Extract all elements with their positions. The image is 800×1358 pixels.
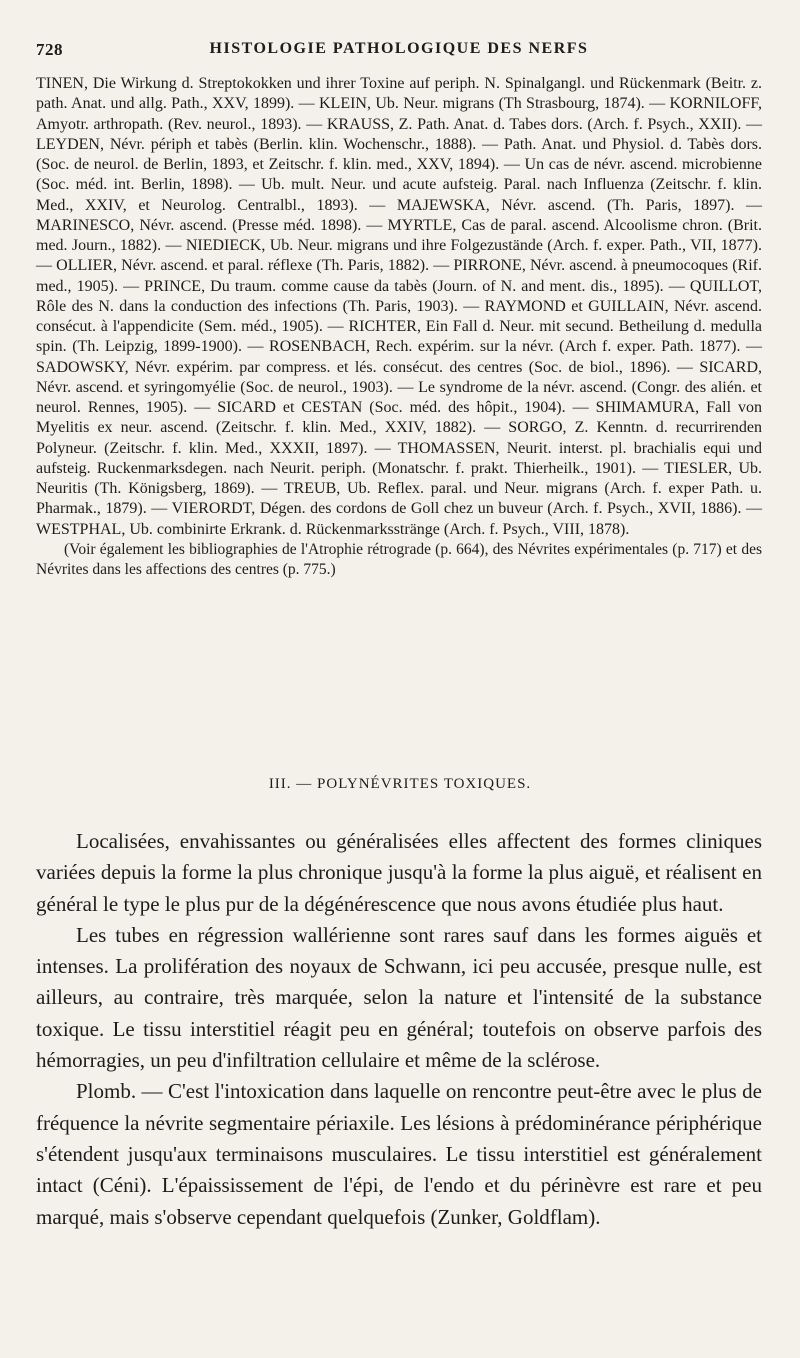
running-title: HISTOLOGIE PATHOLOGIQUE DES NERFS (209, 40, 589, 57)
paragraph: Localisées, envahissantes ou généralisées elles affectent des formes cliniques variées depuis la forme la plus chronique jusqu'à la forme la plus aiguë, et réalisent en général le type le plus pur de la dégénérescence que nous avons étudiée plus haut. (36, 829, 762, 916)
page-number: 728 (36, 40, 63, 59)
section-heading: III. — POLYNÉVRITES TOXIQUES. (268, 776, 532, 792)
bibliography (36, 74, 762, 580)
paragraph: Plomb. — C'est l'intoxication dans laquelle on rencontre peut-être avec le plus de fréquence la névrite segmentaire périaxile. Les lésions à prédominérance périphérique s'étendent jusqu'aux terminaisons musculaires. Le tissu interstitiel est généralement intact (Céni). L'épaississement de l'épi, de l'endo et du périnèvre est rare et peu marqué, mais s'observe cependant quelquefois (Zunker, Goldflam). (36, 1079, 762, 1229)
bibliography-entries: TINEN, Die Wirkung d. Streptokokken und ihrer Toxine auf periph. N. Spinalgangl. und Rückenmark (Beitr. z. path. Anat. und allg. Path., XXV, 1899). — KLEIN, Ub. Neur. migrans (Th Strasbourg, 1874). — KORNILOFF, Amyotr. arthropath. (Rev. neurol., 1893). — KRAUSS, Z. Path. Anat. d. Tabes dors. (Arch. f. Psych., XXII). — LEYDEN, Névr. périph et tabès (Berlin. klin. Wochenschr., 1888). — Path. Anat. und Physiol. d. Tabès dors. (Soc. de neurol. de Berlin, 1893, et Zeitschr. f. klin. med., XXV, 1894). — Un cas de névr. ascend. microbienne (Soc. méd. int. Berlin, 1898). — Ub. mult. Neur. und acute aufsteig. Paral. nach Influenza (Zeitschr. f. klin. Med., XXIV, et Neurolog. Centralbl., 1893). — MAJEWSKA, Névr. ascend. (Th. Paris, 1897). — MARINESCO, Névr. ascend. (Presse méd. 1898). — MYRTLE, Cas de paral. ascend. Alcoolisme chron. (Brit. med. Journ., 1882). — NIEDIECK, Ub. Neur. migrans und ihre Folgezustände (Arch. f. exper. Path., VII, 1877). — OLLIER, Névr. ascend. et paral. réflexe (Th. Paris, 1882). — PIRRONE, Névr. ascend. à pneumocoques (Rif. med., 1905). — PRINCE, Du traum. comme cause da tabès (Journ. of N. and ment. dis., 1895). — QUILLOT, Rôle des N. dans la conduction des infections (Th. Paris, 1903). — RAYMOND et GUILLAIN, Névr. ascend. consécut. à l'appendicite (Sem. méd., 1905). — RICHTER, Ein Fall d. Neur. mit secund. Betheilung d. medulla spin. (Th. Leipzig, 1899-1900). — ROSENBACH, Rech. expérim. sur la névr. (Arch f. exper. Path. 1877). — SADOWSKY, Névr. expérim. par compress. et lés. consécut. des centres (Soc. de biol., 1896). — SICARD, Névr. ascend. et syringomyélie (Soc. de neurol., 1903). — Le syndrome de la névr. ascend. (Congr. des alién. et neurol. Rennes, 1905). — SICARD et CESTAN (Soc. méd. des hôpit., 1904). — SHIMAMURA, Fall von Myelitis ex neur. ascend. (Zeitschr. f. klin. Med., XXIV, 1882). — SORGO, Z. Kenntn. d. recurrirenden Polyneur. (Zeitschr. f. klin. Med., XXXII, 1897). — THOMASSEN, Neurit. interst. pl. brachialis equi und aufsteig. Ruckenmarksdegen. nach Neurit. periph. (Monatschr. f. prakt. Thierheilk., 1901). — TIESLER, Ub. Neuritis (Th. Königsberg, 1869). — TREUB, Ub. Reflex. paral. und Neur. migrans (Arch. f. exper Path. u. Pharmak., 1879). — VIERORDT, Dégen. des cordons de Goll chez un buveur (Arch. f. Psych., XVII, 1886). — WESTPHAL, Ub. combinirte Erkrank. d. Rückenmarksstränge (Arch. f. Psych., VIII, 1878). (36, 75, 762, 538)
page-header (36, 40, 762, 64)
see-also-note: (Voir également les bibliographies de l'Atrophie rétrograde (p. 664), des Névrites expérimentales (p. 717) et des Névrites dans les affections des centres (p. 775.) (36, 540, 762, 578)
body-text (36, 826, 762, 1233)
paragraph: Les tubes en régression wallérienne sont rares sauf dans les formes aiguës et intenses. La prolifération des noyaux de Schwann, ici peu accusée, presque nulle, est ailleurs, au contraire, très marquée, selon la nature et l'intensité de la substance toxique. Le tissu interstitiel réagit peu en général; toutefois on observe parfois des hémorragies, un peu d'infiltration cellulaire et même de la sclérose. (36, 922, 762, 1073)
